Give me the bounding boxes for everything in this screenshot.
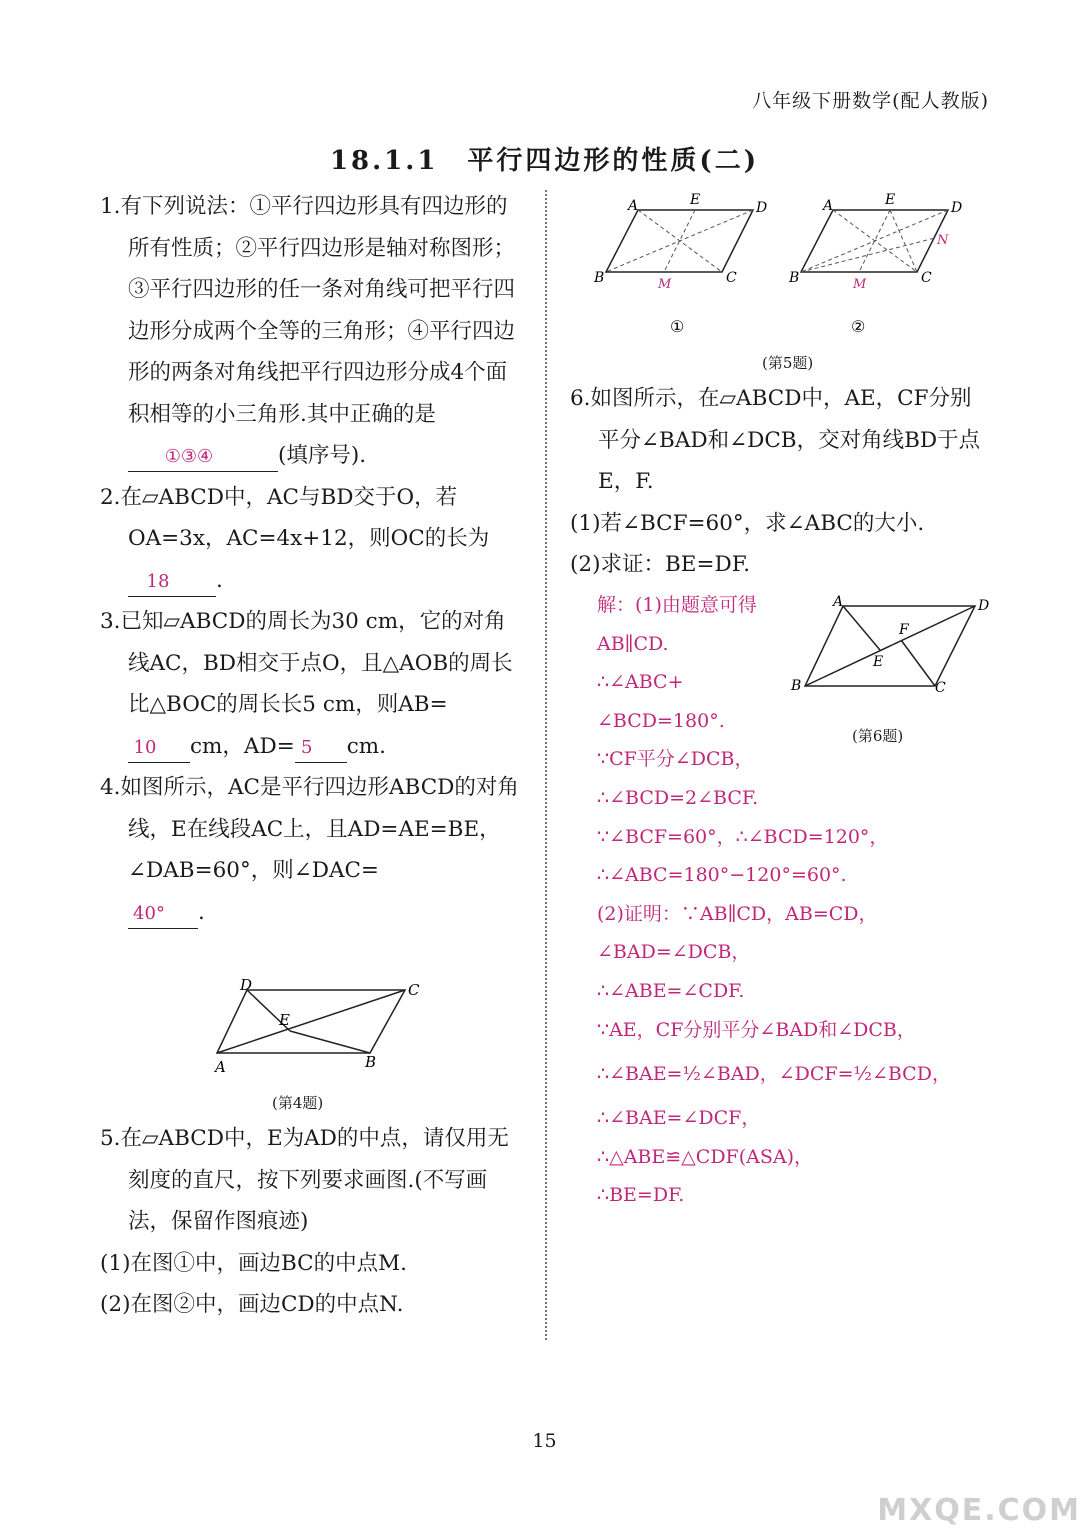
svg-text:D: D [978, 598, 990, 614]
question-6: 6.如图所示，在▱ABCD中，AE，CF分别平分∠BAD和∠DCB，交对角线BD于点E，F. (1)若∠BCF=60°，求∠ABC的大小. (2)求证：BE=DF. [570, 386, 981, 577]
svg-text:A: A [823, 198, 834, 214]
svg-text:②: ② [851, 317, 866, 336]
question-2: 2.在▱ABCD中，AC与BD交于O，若OA=3x，AC=4x+12，则OC的长为 18 . [100, 477, 525, 602]
svg-text:E: E [885, 192, 896, 208]
section-title: 18.1.1 平行四边形的性质(二) [329, 146, 760, 176]
answer-blank-4[interactable]: 40° [128, 900, 198, 929]
label-e: E [279, 1011, 290, 1029]
book-header: 八年级下册数学(配人教版) [752, 90, 989, 112]
svg-text:C: C [935, 680, 946, 696]
q6-solution: 解：(1)由题意可得 AB∥CD. ∴∠ABC+ ∠BCD=180°. ∵CF平分∠DCB， ∴∠BCD=2∠BCF. ∵∠BCF=60°，∴∠BCD=120°， ∴∠ABC=180°−120°=60°. (2)证明：∵AB∥CD，AB=CD， ∠BAD=∠DCB， ∴∠ABE=∠CDF. ∵AE，CF分别平分∠BAD和∠DCB， ∴∠BAE=½∠BAD，∠DCF=½∠BCD， ∴∠BAE=∠DCF， ∴△ABE≌△CDF(ASA)， ∴BE=DF. [597, 594, 951, 1207]
svg-text:A: A [833, 594, 844, 610]
label-b: B [365, 1053, 377, 1071]
label-d: D [240, 976, 253, 994]
caption-q4: (第4题) [272, 1094, 324, 1112]
watermark-logo: MXQE.COM [877, 1493, 1081, 1528]
figure-q4 [205, 975, 435, 1080]
svg-text:D: D [756, 200, 768, 216]
answer-blank-2[interactable]: 18 [128, 568, 216, 597]
svg-text:F: F [899, 622, 909, 638]
svg-text:E: E [690, 192, 701, 208]
answer-blank-3a[interactable]: 10 [128, 734, 190, 763]
svg-text:A: A [628, 198, 639, 214]
caption-q6: (第6题) [852, 727, 904, 745]
column-divider [545, 190, 547, 1340]
page-number: 15 [532, 1430, 557, 1452]
svg-text:B: B [594, 270, 605, 286]
svg-text:B: B [789, 270, 800, 286]
svg-text:D: D [951, 200, 963, 216]
figure-q5-1 [590, 192, 780, 342]
question-5: 5.在▱ABCD中，E为AD的中点，请仅用无刻度的直尺，按下列要求画图.(不写画法，保留作图痕迹) (1)在图①中，画边BC的中点M. (2)在图②中，画边CD的中点N. [100, 1126, 509, 1317]
svg-text:C: C [726, 270, 737, 286]
svg-text:E: E [873, 654, 884, 670]
label-c: C [408, 981, 420, 999]
svg-text:B: B [791, 678, 802, 694]
label-a: A [215, 1058, 226, 1076]
question-3: 3.已知▱ABCD的周长为30 cm，它的对角线AC，BD相交于点O，且△AOB的周长比△BOC的周长长5 cm，则AB= 10 cm，AD= 5 cm. [100, 601, 525, 767]
caption-q5: (第5题) [762, 354, 814, 372]
question-4: 4.如图所示，AC是平行四边形ABCD的对角线，E在线段AC上，且AD=AE=BE，∠DAB=60°，则∠DAC= 40° . [100, 767, 525, 933]
figure-q5-2 [785, 192, 975, 342]
svg-text:C: C [921, 270, 932, 286]
svg-text:N: N [937, 233, 949, 248]
svg-text:M: M [658, 277, 672, 292]
svg-text:M: M [853, 277, 867, 292]
left-column [100, 186, 525, 933]
svg-text:①: ① [670, 317, 685, 336]
answer-blank-3b[interactable]: 5 [295, 734, 347, 763]
question-1: 1.有下列说法：①平行四边形具有四边形的所有性质；②平行四边形是轴对称图形；③平行四边形的任一条对角线可把平行四边形分成两个全等的三角形；④平行四边形的两条对角线把平行四边形分成4个面积相等的小三角形.其中正确的是①③④ (填序号). [100, 186, 525, 477]
answer-blank-1[interactable]: ①③④ [128, 443, 278, 472]
